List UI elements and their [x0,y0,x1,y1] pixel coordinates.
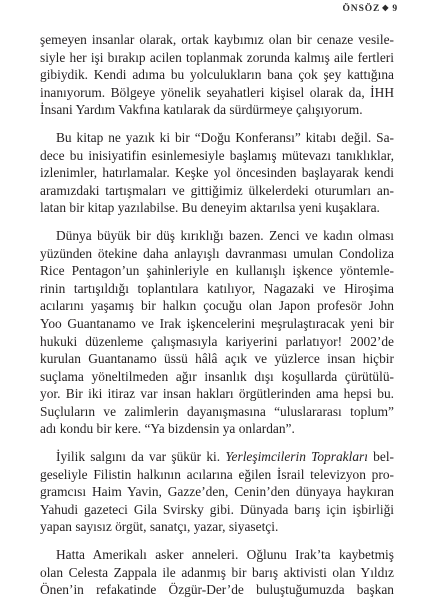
text-line [40,448,394,466]
text-line: aramızdaki tartışmaları ve gittiğimiz ülkelerdeki oturumları an- [40,182,394,198]
text-line: gramcısı Haim Yavin, Gazze’den, Cenin’den dünyaya haykıran [40,484,394,500]
text-line: yapan sayısız örgüt, sanatçı, yazar, siyasetçi. [40,519,279,535]
documentary-title: Yerleşimcilerin Toprakları [225,449,368,465]
text-line: gibiydik. Kendi adıma bu yolculukların bana çok şey kattığına [40,67,394,83]
text-line: şemeyen insanlar olarak, ortak kaybımız olan bir cenaze vesile- [40,32,394,47]
text-line: Bu kitap ne yazık ki bir “Doğu Konferansı” kitabı değil. Sa- [56,129,394,145]
text-line: acılarını yaşamış bir halkın çocuğu olan Japon profesör John [40,298,394,314]
text-line: Yoo Guantanamo ve Irak işkencelerini meşrulaştıracak yeni bir [40,315,394,331]
text-line: dece bu inisiyatifin esinlemesiyle başlamış mütevazı tanıklıklar, [40,147,394,163]
text-line: izlenimler, hatırlamalar. Keşke yol öncesinden başlayarak kendi [40,165,394,181]
text-line: Rice Pentagon’un şahinleriyle en kullanışlı işkence yöntemle- [40,263,394,279]
body-text [40,31,394,599]
text-line: olan Celesta Zappala ile adanmış bir barış aktivisti olan Yıldız [40,564,394,580]
text-line: rinin tartışıldığı toplantılara katılıyor, Nagazaki ve Hiroşima [40,280,394,296]
paragraph [40,227,394,438]
paragraph [40,31,394,119]
text-line: yor. Bir iki itiraz var insan hakları örgütlerinden ama hepsi bu. [40,386,394,402]
paragraph [40,129,394,217]
text-line: Hatta Amerikalı asker anneleri. Oğlunu Irak’ta kaybetmiş [56,547,394,563]
paragraph [40,448,394,536]
text-line: Suçluların ve zalimlerin dayanışmasına “uluslararası toplum” [40,403,394,419]
text-line: Dünya büyük bir düş kırıklığı bazen. Zenci ve kadın olması [56,227,394,243]
separator-diamond: ◆ [382,3,390,12]
text-line: adı kondu bir kere. “Ya bizdensin ya onlardan”. [40,421,295,437]
text-line: siyle her işi bırakıp acilen toplanmak zorunda kalmış aile fertleri [40,49,394,65]
text-line: inanıyorum. Bölgeye yönelik seyahatleri kişisel olarak da, İHH [40,84,394,100]
text-line: hukuki düzenleme çalışmasıyla kariyerini parlatıyor! 2002’de [40,333,394,349]
text-line: yüzünden ötekine daha anlayışlı davranması umulan Condoliza [40,245,394,261]
text-line: latan bir kitap yazılabilse. Bu deneyim aktarılsa yeni kuşaklara. [40,200,380,216]
page-number: 9 [392,4,398,14]
text-segment: İyilik salgını da var şükür ki. [56,449,226,465]
text-line: İnsani Yardım Vakfına katılarak da sürdürmeye çalışıyorum. [40,102,363,118]
text-segment: bel- [367,449,394,465]
text-line: Önen’in refakatinde Özgür-Der’de buluştuğumuzda başkan [40,582,394,598]
paragraph [40,546,394,599]
text-line: geseliyle Filistin halkının acılarına eğilen İsrail televizyon pro- [40,466,394,482]
text-line: kurulan Guantanamo üssü hâlâ açık ve yüzlerce insan hiçbir [40,351,394,367]
text-line: Yahudi gazeteci Gila Svirsky gibi. Dünyada barış için işbirliği [40,501,394,517]
text-line: suçlama yöneltilmeden ağır insanlık dışı koşullarda çürütülü- [40,368,394,384]
running-header [343,2,398,15]
section-title: ÖNSÖZ [342,4,381,14]
